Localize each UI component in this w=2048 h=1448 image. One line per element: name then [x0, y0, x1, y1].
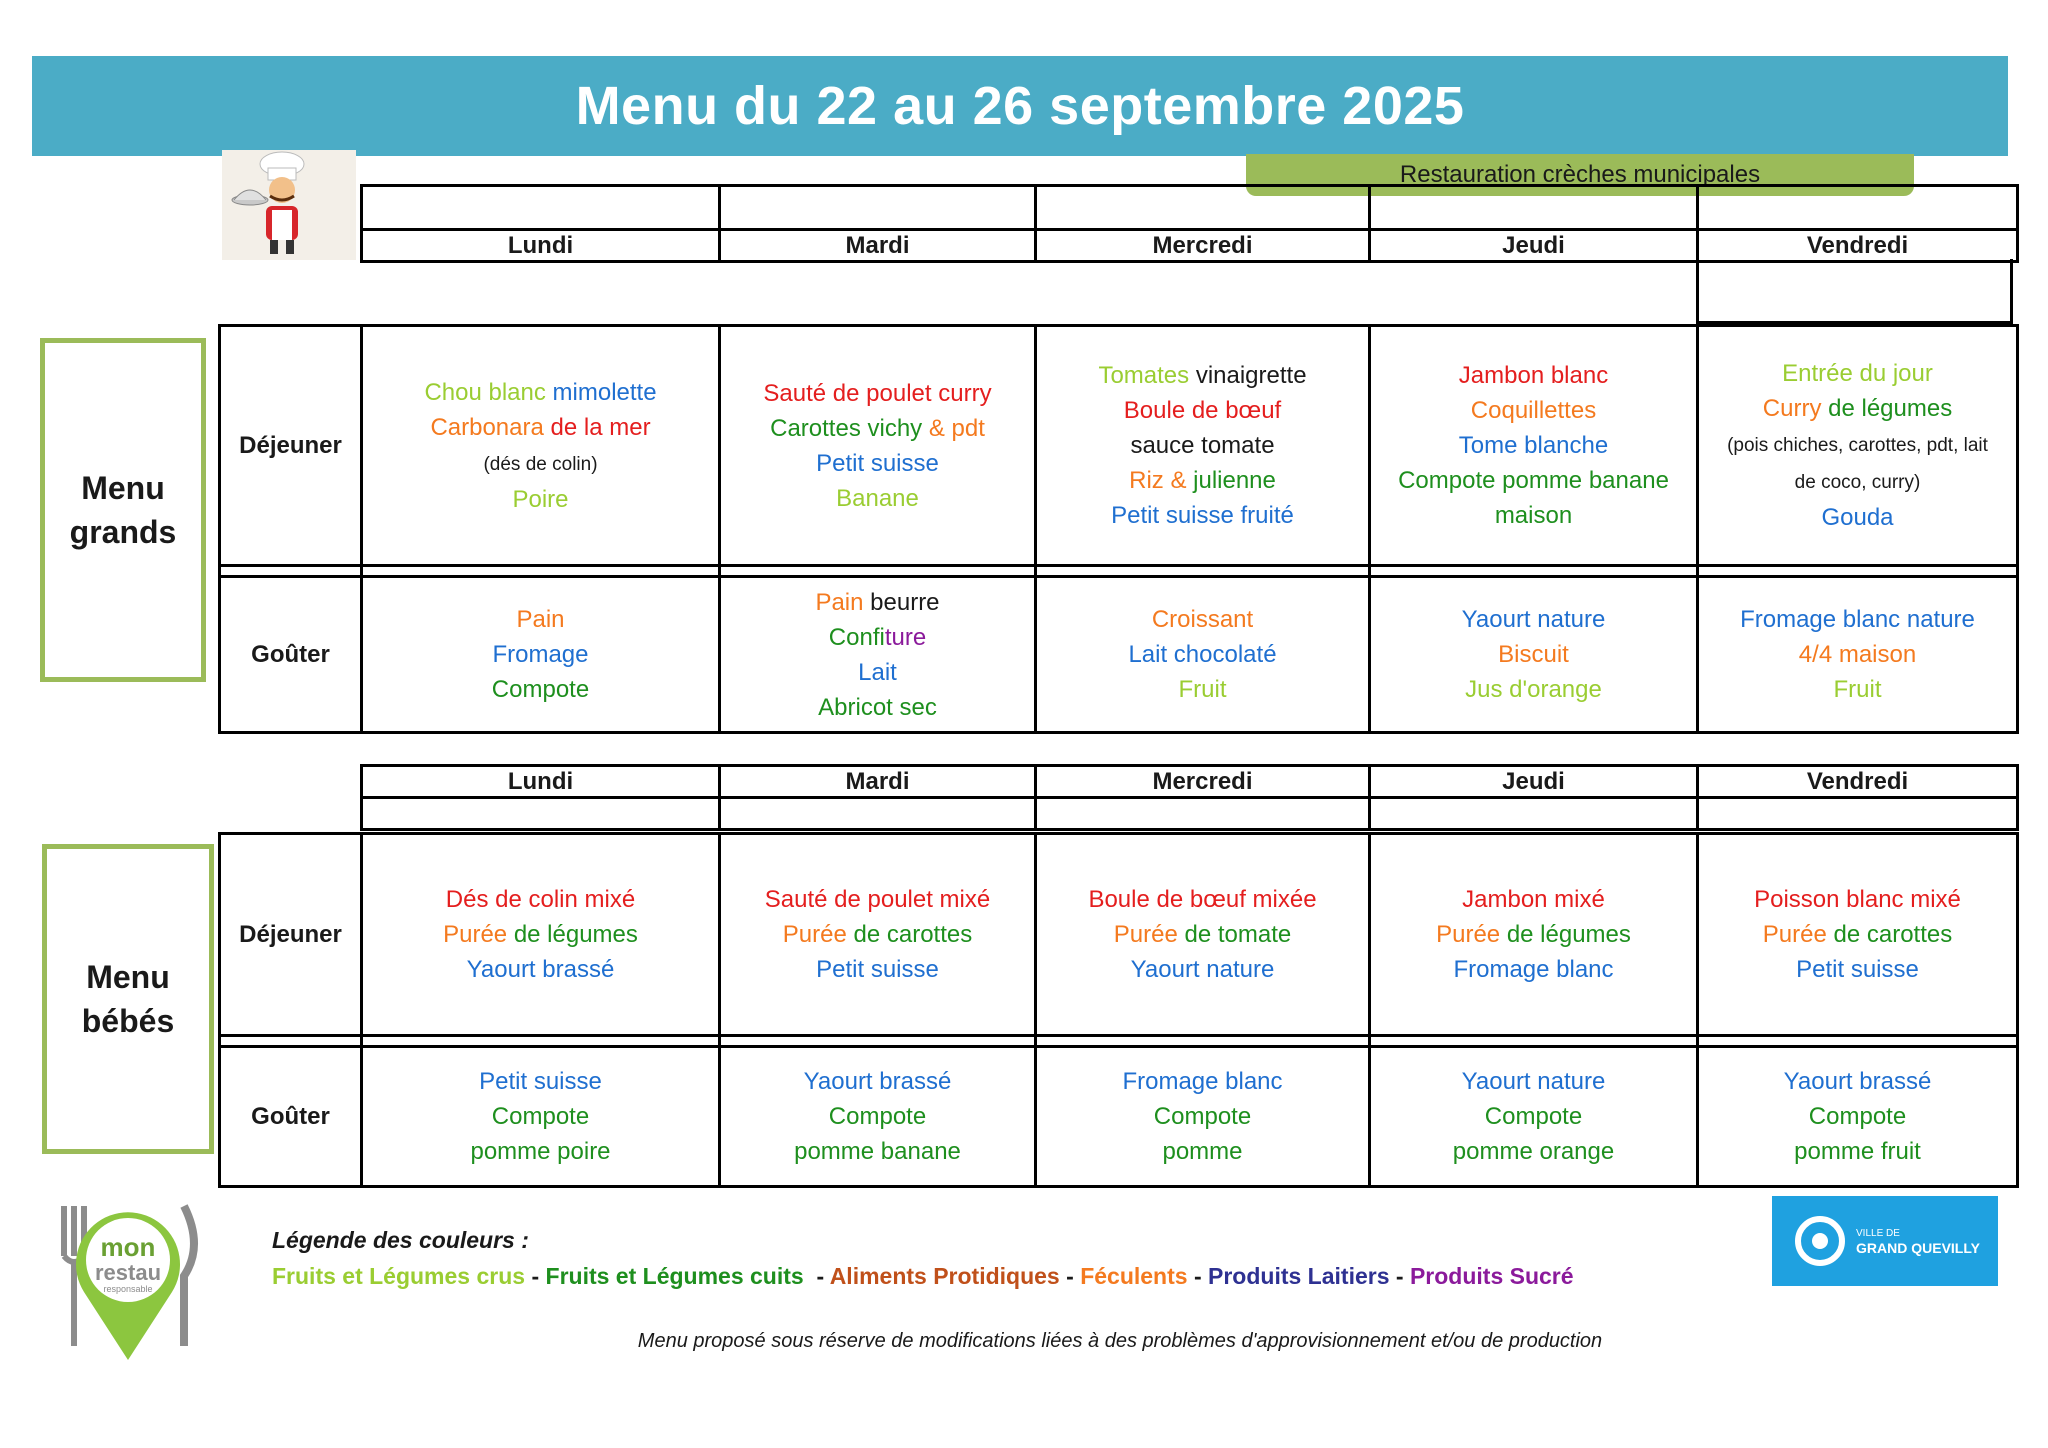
menu-line — [721, 585, 1034, 620]
menu-item-text: Entrée du jour — [1782, 360, 1933, 387]
menu-item-text: de légumes — [513, 921, 638, 948]
menu-item-text: Petit suisse — [1796, 956, 1919, 983]
bebes-gouter-cell-jeudi — [1370, 1047, 1698, 1187]
menu-item-text: Purée — [1113, 921, 1185, 948]
legend-item: - — [525, 1263, 546, 1289]
menu-item-text: Chou blanc — [424, 378, 553, 406]
menu-item-text: Lait — [858, 658, 897, 686]
menu-grands-line1: Menu — [81, 470, 165, 506]
mon-restau-responsable-logo — [54, 1196, 202, 1360]
menu-item-text: Compote — [1153, 1103, 1252, 1130]
menu-item-text: Purée — [443, 921, 514, 948]
menu-item-text: de carottes — [1833, 921, 1953, 948]
bebes-day-jeudi: Jeudi — [1370, 766, 1698, 798]
grands-menu-table — [218, 324, 2019, 734]
menu-item-text: & pdt — [928, 414, 985, 442]
menu-grands-label — [40, 338, 206, 682]
menu-item-text: Jus d'orange — [1465, 676, 1602, 703]
bebes-day-mercredi: Mercredi — [1036, 766, 1370, 798]
bebes-gouter-cell-mercredi — [1036, 1047, 1370, 1187]
grands-gouter-cell-vendredi — [1698, 577, 2018, 733]
menu-item-text: Dés de colin mixé — [445, 886, 636, 913]
menu-line — [1699, 602, 2016, 637]
menu-item-text: pomme — [1162, 1138, 1243, 1165]
menu-item-text: Confi — [828, 623, 885, 651]
menu-item-text: Purée — [782, 921, 854, 948]
menu-item-text: Croissant — [1151, 606, 1254, 633]
grands-dejeuner-cell-mardi — [720, 326, 1036, 566]
menu-item-text: pomme banane — [794, 1138, 961, 1165]
menu-item-text: 4/4 maison — [1798, 641, 1917, 668]
menu-line — [1037, 428, 1368, 463]
menu-line — [363, 445, 718, 482]
menu-item-text: Petit suisse — [479, 1068, 602, 1095]
menu-line — [1037, 1064, 1368, 1099]
menu-line — [1699, 391, 2016, 426]
menu-line — [1699, 356, 2016, 391]
menu-item-text: Purée — [1436, 921, 1507, 948]
menu-line — [1371, 358, 1696, 393]
menu-item-text: Biscuit — [1498, 641, 1569, 668]
menu-line — [1037, 637, 1368, 672]
legend-item: - — [803, 1263, 830, 1289]
menu-item-text: Fromage blanc — [1453, 956, 1614, 983]
grands-day-mercredi: Mercredi — [1036, 230, 1370, 262]
menu-item-text: Abricot sec — [818, 693, 937, 721]
menu-line — [1371, 952, 1696, 987]
menu-item-text: (dés de colin) — [483, 453, 598, 475]
menu-line — [1371, 602, 1696, 637]
menu-item-text: Gouda — [1821, 504, 1894, 531]
menu-line — [1037, 917, 1368, 952]
menu-item-text: Fromage — [492, 641, 589, 668]
menu-line — [1037, 882, 1368, 917]
grands-dejeuner-row-label: Déjeuner — [220, 326, 362, 566]
menu-line — [1699, 637, 2016, 672]
bebes-dejeuner-cell-mardi — [720, 834, 1036, 1036]
menu-line — [1037, 1134, 1368, 1169]
menu-item-text: Petit suisse — [816, 956, 939, 983]
menu-line — [721, 690, 1034, 725]
grands-gouter-cell-mercredi — [1036, 577, 1370, 733]
menu-line — [1037, 952, 1368, 987]
menu-line — [363, 1134, 718, 1169]
menu-line — [1037, 1099, 1368, 1134]
legend-item: Féculents — [1080, 1263, 1188, 1289]
menu-item-text: de légumes — [1506, 921, 1631, 948]
menu-line — [363, 637, 718, 672]
menu-item-text: Poisson blanc mixé — [1754, 886, 1961, 913]
menu-item-text: Boule de bœuf — [1123, 397, 1282, 424]
menu-line — [363, 917, 718, 952]
menu-bebes-line2: bébés — [81, 1003, 175, 1039]
grands-day-jeudi: Jeudi — [1370, 230, 1698, 262]
menu-line — [1371, 1099, 1696, 1134]
menu-line — [363, 410, 718, 445]
bebes-dejeuner-row-label: Déjeuner — [220, 834, 362, 1036]
menu-line — [1371, 882, 1696, 917]
menu-item-text: Petit suisse fruité — [1111, 502, 1294, 529]
grands-dejeuner-cell-jeudi — [1370, 326, 1698, 566]
menu-item-text: pomme orange — [1452, 1138, 1615, 1165]
menu-line — [721, 446, 1034, 481]
menu-line — [363, 672, 718, 707]
menu-item-text: pomme fruit — [1794, 1138, 1921, 1165]
menu-line — [721, 481, 1034, 516]
menu-line — [363, 375, 718, 410]
bebes-day-vendredi: Vendredi — [1698, 766, 2018, 798]
grands-day-vendredi: Vendredi — [1698, 230, 2018, 262]
menu-item-text: Carottes vichy — [770, 414, 929, 442]
menu-item-text: Carbonara — [430, 413, 551, 441]
disclaimer-note: Menu proposé sous réserve de modifications liées à des problèmes d'approvisionnement et/ou de production — [637, 1330, 1603, 1352]
menu-item-text: Curry — [1762, 395, 1829, 422]
menu-item-text: de la mer — [550, 413, 651, 441]
menu-item-text: vinaigrette — [1195, 362, 1307, 389]
legend-item: Fruits et Légumes crus — [272, 1263, 526, 1289]
menu-line — [363, 952, 718, 987]
menu-item-text: de carottes — [853, 921, 973, 948]
menu-line — [1037, 672, 1368, 707]
menu-item-text: Yaourt brassé — [466, 956, 615, 983]
menu-line — [1371, 672, 1696, 707]
bebes-dejeuner-cell-lundi — [362, 834, 720, 1036]
color-legend — [270, 1222, 1670, 1294]
menu-line — [1371, 463, 1696, 498]
menu-line — [721, 620, 1034, 655]
menu-item-text: Sauté de poulet mixé — [764, 886, 991, 913]
bebes-gouter-cell-vendredi — [1698, 1047, 2018, 1187]
bebes-gouter-row-label: Goûter — [220, 1047, 362, 1187]
menu-item-text: Compote — [491, 1103, 590, 1130]
menu-line — [1371, 393, 1696, 428]
menu-line — [1699, 917, 2016, 952]
bebes-dejeuner-cell-jeudi — [1370, 834, 1698, 1036]
menu-item-text: Banane — [836, 484, 919, 512]
legend-item: Produits Sucré — [1409, 1263, 1574, 1289]
menu-item-text: sauce tomate — [1130, 432, 1275, 459]
menu-line — [721, 917, 1034, 952]
menu-item-text: Petit suisse — [816, 449, 939, 477]
menu-item-text: pomme poire — [470, 1138, 611, 1165]
logo-left-line1: mon — [100, 1232, 156, 1262]
legend-item: Fruits et Légumes cuits — [545, 1263, 804, 1289]
menu-item-text: beurre — [870, 588, 940, 616]
grands-day-mardi: Mardi — [720, 230, 1036, 262]
bebes-menu-table — [218, 832, 2019, 1188]
menu-line — [1037, 358, 1368, 393]
menu-line — [1037, 602, 1368, 637]
menu-line — [1699, 1064, 2016, 1099]
menu-line — [363, 1064, 718, 1099]
menu-item-text: Poire — [512, 485, 569, 513]
logo-right-line2: GRAND QUEVILLY — [1856, 1240, 1980, 1256]
subtitle-tab: Restauration crèches municipales — [1246, 154, 1914, 196]
menu-item-text: Purée — [1762, 921, 1834, 948]
legend-item: - — [1389, 1263, 1410, 1289]
menu-item-text: mimolette — [552, 378, 657, 406]
menu-item-text: Yaourt brassé — [803, 1068, 952, 1095]
legend-item: Aliments Protidiques — [829, 1263, 1060, 1289]
menu-line — [363, 482, 718, 517]
menu-line — [721, 376, 1034, 411]
logo-left-line2: restau — [94, 1260, 162, 1285]
menu-line — [1699, 1099, 2016, 1134]
menu-bebes-line1: Menu — [86, 959, 170, 995]
menu-item-text: julienne — [1193, 467, 1276, 494]
menu-item-text: Lait chocolaté — [1128, 641, 1277, 668]
menu-line — [1699, 882, 2016, 917]
menu-item-text: Yaourt nature — [1461, 606, 1606, 633]
bebes-gouter-cell-mardi — [720, 1047, 1036, 1187]
menu-line — [363, 602, 718, 637]
grand-quevilly-logo — [1772, 1196, 1998, 1286]
menu-line — [1371, 637, 1696, 672]
grands-gouter-cell-jeudi — [1370, 577, 1698, 733]
menu-item-text: de tomate — [1184, 921, 1292, 948]
menu-line — [1699, 463, 2016, 500]
page-title: Menu du 22 au 26 septembre 2025 — [32, 56, 2008, 156]
menu-item-text: Compote — [828, 1103, 927, 1130]
menu-line — [721, 411, 1034, 446]
menu-item-text: Jambon blanc — [1458, 362, 1609, 389]
menu-line — [721, 1099, 1034, 1134]
menu-item-text: de coco, curry) — [1794, 472, 1921, 493]
menu-line — [1699, 426, 2016, 463]
menu-line — [721, 655, 1034, 690]
menu-item-text: de légumes — [1828, 395, 1953, 422]
menu-item-text: Compote — [1808, 1103, 1907, 1130]
bebes-gouter-cell-lundi — [362, 1047, 720, 1187]
menu-item-text: Compote pomme banane — [1398, 467, 1669, 494]
menu-item-text: Yaourt nature — [1130, 956, 1275, 983]
menu-line — [1699, 672, 2016, 707]
menu-line — [363, 1099, 718, 1134]
bebes-day-lundi: Lundi — [362, 766, 720, 798]
menu-line — [1037, 498, 1368, 533]
bebes-dejeuner-cell-vendredi — [1698, 834, 2018, 1036]
menu-bebes-label — [42, 844, 214, 1154]
menu-item-text: Compote — [491, 676, 590, 703]
legend-item: - — [1059, 1263, 1081, 1289]
menu-item-text: Sauté de poulet curry — [763, 379, 992, 407]
grands-dejeuner-cell-lundi — [362, 326, 720, 566]
menu-item-text: Pain — [815, 588, 871, 616]
menu-line — [1699, 500, 2016, 535]
grands-vendredi-extra — [1696, 259, 2013, 324]
menu-item-text: Fromage blanc nature — [1740, 606, 1975, 633]
menu-item-text: Jambon mixé — [1462, 886, 1605, 913]
menu-line — [1371, 1134, 1696, 1169]
grands-gouter-cell-mardi — [720, 577, 1036, 733]
menu-item-text: Riz & — [1129, 467, 1194, 494]
bebes-dejeuner-cell-mercredi — [1036, 834, 1370, 1036]
menu-line — [1037, 393, 1368, 428]
menu-line — [721, 1134, 1034, 1169]
menu-item-text: Boule de bœuf mixée — [1088, 886, 1317, 913]
menu-item-text: Fruit — [1833, 676, 1882, 703]
menu-line — [1699, 1134, 2016, 1169]
logo-right-line1: VILLE DE — [1856, 1228, 1900, 1239]
menu-item-text: Coquillettes — [1470, 397, 1597, 424]
menu-item-text: maison — [1494, 502, 1573, 529]
menu-item-text: Yaourt nature — [1461, 1068, 1606, 1095]
menu-line — [721, 952, 1034, 987]
menu-item-text: Fruit — [1178, 676, 1227, 703]
menu-item-text: (pois chiches, carottes, pdt, lait — [1727, 435, 1988, 456]
menu-item-text: Yaourt brassé — [1783, 1068, 1932, 1095]
menu-item-text: Tomates — [1098, 362, 1196, 389]
menu-item-text: Fromage blanc — [1122, 1068, 1283, 1095]
grands-gouter-row-label: Goûter — [220, 577, 362, 733]
grands-gouter-cell-lundi — [362, 577, 720, 733]
grands-dejeuner-cell-vendredi — [1698, 326, 2018, 566]
menu-line — [1699, 952, 2016, 987]
menu-line — [1037, 463, 1368, 498]
legend-item: Produits Laitiers — [1208, 1263, 1390, 1289]
grands-day-lundi: Lundi — [362, 230, 720, 262]
menu-line — [721, 1064, 1034, 1099]
menu-line — [1371, 428, 1696, 463]
menu-grands-line2: grands — [69, 514, 177, 550]
menu-item-text: Tome blanche — [1458, 432, 1609, 459]
menu-item-text: Compote — [1484, 1103, 1583, 1130]
legend-item: - — [1187, 1263, 1209, 1289]
menu-line — [1371, 917, 1696, 952]
menu-line — [1371, 498, 1696, 533]
menu-line — [1371, 1064, 1696, 1099]
bebes-day-header — [360, 764, 2019, 831]
menu-item-text: Pain — [516, 606, 565, 633]
legend-title: Légende des couleurs : — [272, 1227, 529, 1253]
chef-illustration — [222, 150, 356, 260]
menu-line — [363, 882, 718, 917]
menu-item-text: ture — [884, 623, 927, 651]
menu-line — [721, 882, 1034, 917]
grands-day-header — [360, 184, 2019, 263]
grands-dejeuner-cell-mercredi — [1036, 326, 1370, 566]
bebes-day-mardi: Mardi — [720, 766, 1036, 798]
logo-left-line3: responsable — [103, 1284, 153, 1294]
grand-quevilly-emblem-icon — [1790, 1211, 1850, 1271]
